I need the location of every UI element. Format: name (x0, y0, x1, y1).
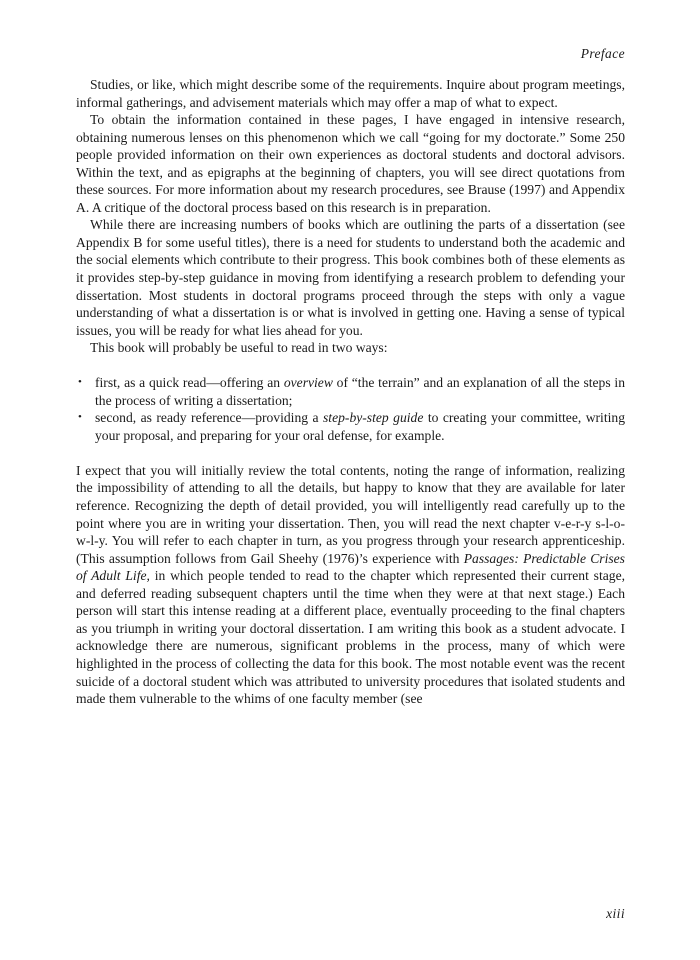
bullet-icon: • (78, 376, 82, 389)
body-text-block (76, 76, 625, 708)
italic-run: step-by-step guide (323, 410, 424, 426)
bullet-icon: • (78, 411, 82, 424)
para-studies: Studies, or like, which might describe some of the requirements. Inquire about program meetings, informal gatherings, and advisement materials which may offer a map of what to expect. (76, 77, 625, 110)
bullet-first (76, 374, 625, 409)
italic-run: Passages: Predictable Crises of Adult Life, (76, 550, 625, 584)
page-number: xiii (606, 906, 625, 921)
para-two-ways: This book will probably be useful to read in two ways: (90, 340, 388, 356)
italic-run: overview (283, 375, 333, 391)
bullet-text: second, as ready reference—providing a step-by-step guide to creating your committee, writing your proposal, and preparing for your oral defense, for example. (95, 410, 625, 443)
para-while-there: While there are increasing numbers of books which are outlining the parts of a dissertation (see Appendix B for some useful titles), there is a need for students to understand both the academic and the social elements which contribute to their progress. This book combines both of these elements as it provides step-by-step guidance in moving from identifying a research problem to defending your dissertation. Most students in doctoral programs proceed through the steps with only a vague understanding of what a dissertation is or what is involved in getting one. Having a sense of typical issues, you will be ready for what lies ahead for you. (76, 217, 625, 338)
bullet-second (76, 409, 625, 444)
para-to-obtain: To obtain the information contained in these pages, I have engaged in intensive research, obtaining numerous lenses on this phenomenon which we call “going for my doctorate.” Some 250 people provided information on their own experiences as doctoral students and doctoral advisors. Within the text, and as epigraphs at the beginning of chapters, you will see direct quotations from these sources. For more information about my research procedures, see Brause (1997) and Appendix A. A critique of the doctoral process based on this research is in preparation. (76, 112, 625, 215)
bullet-text: first, as a quick read—offering an overview of “the terrain” and an explanation of all the steps in the process of writing a dissertation; (95, 375, 625, 408)
bullet-list (76, 374, 625, 444)
closing-paragraph: I expect that you will initially review the total contents, noting the range of information, realizing the impossibility of attending to all the details, but happy to know that they are available for later reference. Recognizing the depth of detail provided, you will intelligently read carefully up to the point where you are in writing your dissertation. Then, you will read the next chapter v-e-r-y s-l-o-w-l-y. You will refer to each chapter in turn, as you progress through your research apprenticeship. (This assumption follows from Gail Sheehy (1976)’s experience with Passages: Predictable Crises of Adult Life, in which people tended to read to the chapter which represented their current stage, and deferred reading subsequent chapters until the time when they were at that next stage.) Each person will start this intense reading at a different place, eventually proceeding to the final chapters as you triumph in writing your doctoral dissertation. I am writing this book as a student advocate. I acknowledge there are numerous, significant problems in the process, many of which were highlighted in the process of collecting the data for this book. The most notable event was the recent suicide of a doctoral student which was attributed to university procedures that isolated students and made them vulnerable to the whims of one faculty member (see (76, 462, 626, 707)
running-head: Preface (580, 46, 625, 61)
paragraph-list (76, 76, 625, 357)
